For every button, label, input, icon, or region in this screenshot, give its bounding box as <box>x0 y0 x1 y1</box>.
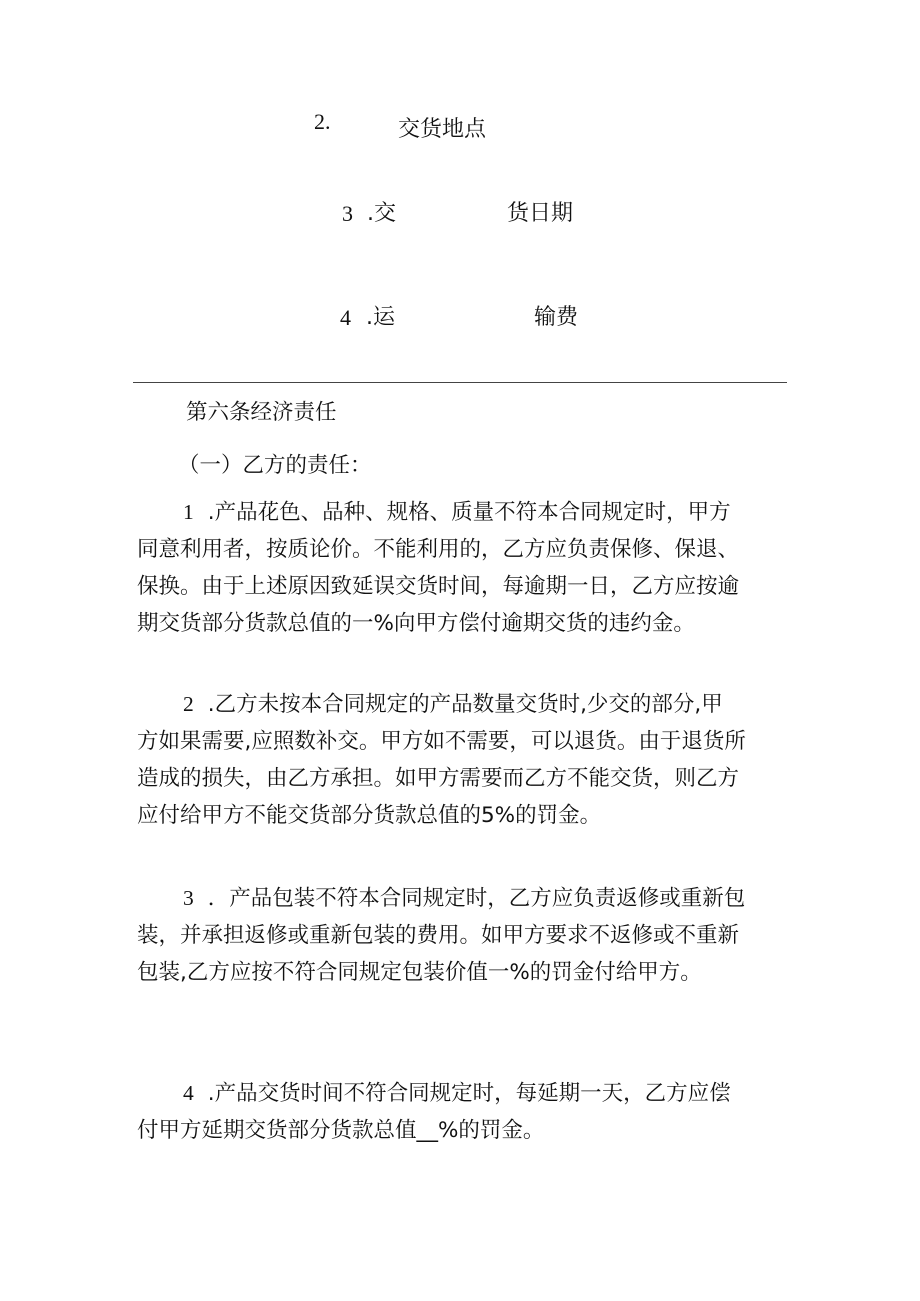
item-2-label: 交货地点 <box>398 117 487 142</box>
item-3-number: 3 <box>342 201 353 226</box>
clause-4-number: 4 <box>183 1081 194 1105</box>
item-2-number: 2. <box>314 109 331 134</box>
clause-1-line-1: .产品花色、品种、规格、质量不符本合同规定时，甲方 <box>207 500 731 525</box>
clause-2-line-4: 应付给甲方不能交货部分货款总值的5%的罚金。 <box>137 803 602 828</box>
item-3-prefix: .交 <box>367 201 396 226</box>
article-title: 第六条经济责任 <box>186 400 337 425</box>
clause-1 <box>137 494 787 642</box>
item-4-suffix: 输费 <box>534 305 579 330</box>
clause-2-line-3: 造成的损失，由乙方承担。如甲方需要而乙方不能交货，则乙方 <box>137 766 740 791</box>
clause-3-line-3: 包装,乙方应按不符合同规定包装价值一%的罚金付给甲方。 <box>137 960 702 985</box>
clause-2-line-2: 方如果需要,应照数补交。甲方如不需要，可以退货。由于退货所 <box>137 729 746 754</box>
clause-1-number: 1 <box>183 500 194 524</box>
clause-3-number: 3 <box>183 886 194 910</box>
clause-1-line-4: 期交货部分货款总值的一%向甲方偿付逾期交货的违约金。 <box>137 611 695 636</box>
article-subtitle: （一）乙方的责任： <box>178 453 372 478</box>
clause-4-line-1: .产品交货时间不符合同规定时，每延期一天，乙方应偿 <box>207 1081 731 1106</box>
clause-2-line-1: .乙方未按本合同规定的产品数量交货时,少交的部分,甲 <box>207 692 723 717</box>
clause-2 <box>137 686 787 834</box>
clause-4 <box>137 1075 787 1149</box>
clause-3 <box>137 880 787 991</box>
clause-1-line-3: 保换。由于上述原因致延误交货时间，每逾期一日，乙方应按逾 <box>137 574 740 599</box>
item-3-suffix: 货日期 <box>507 201 574 226</box>
item-4-number: 4 <box>340 305 351 330</box>
clause-3-line-1: ．产品包装不符本合同规定时，乙方应负责返修或重新包 <box>207 886 746 911</box>
clause-3-line-2: 装，并承担返修或重新包装的费用。如甲方要求不返修或不重新 <box>137 923 740 948</box>
item-4-prefix: .运 <box>366 305 395 330</box>
divider-line <box>133 382 787 383</box>
clause-4-line-2: 付甲方延期交货部分货款总值__%的罚金。 <box>137 1118 545 1143</box>
clause-2-number: 2 <box>183 692 194 716</box>
clause-1-line-2: 同意利用者，按质论价。不能利用的，乙方应负责保修、保退、 <box>137 537 740 562</box>
